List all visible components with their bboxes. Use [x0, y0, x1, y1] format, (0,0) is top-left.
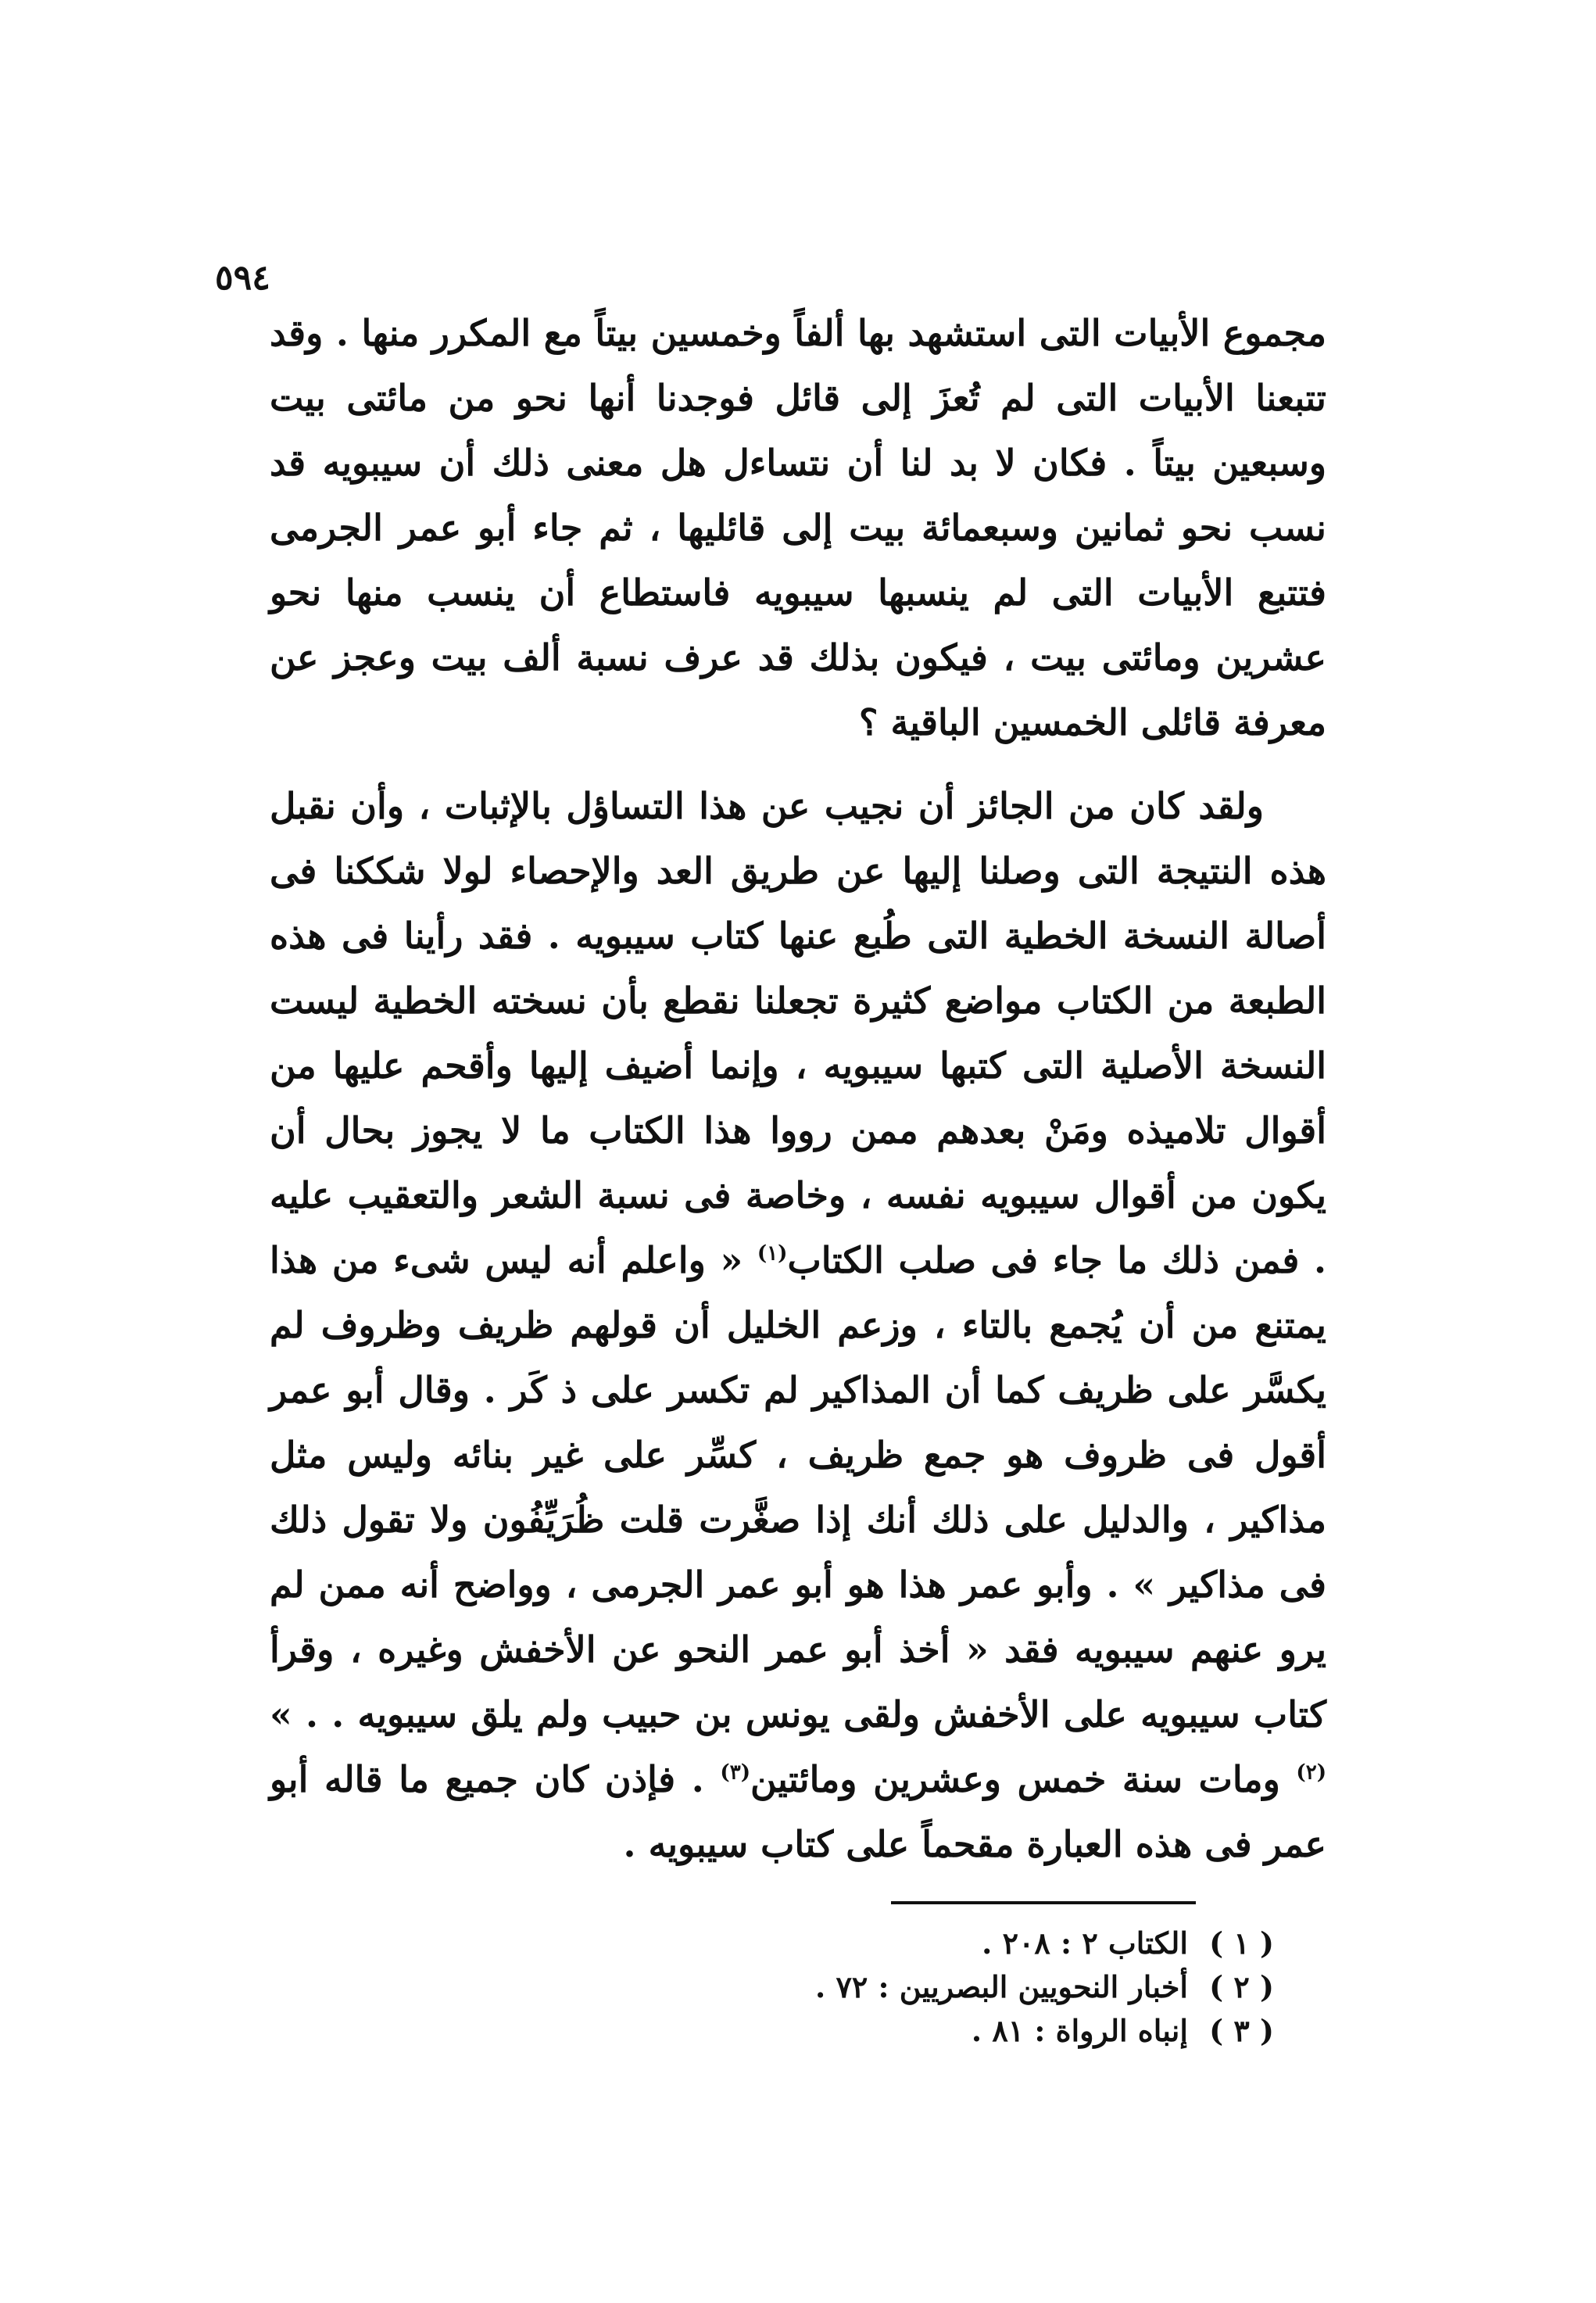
footnote-3-text: إنباه الرواة : ٨١ .: [971, 2013, 1188, 2048]
paragraph-1: مجموع الأبيات التى استشهد بها ألفاً وخمسين بيتاً مع المكرر منها . وقد تتبعنا الأبيات التى لم تُعزَ إلى قائل فوجدنا أنها نحو من مائتى بيت وسبعين بيتاً . فكان لا بد لنا أن نتساءل هل معنى ذلك أن سيبويه قد نسب نحو ثمانين وسبعمائة بيت إلى قائليها ، ثم جاء أبو عمر الجرمى فتتبع الأبيات التى لم ينسبها سيبويه فاستطاع أن ينسب منها نحو عشرين ومائتى بيت ، فيكون بذلك قد عرف نسبة ألف بيت وعجز عن معرفة قائلى الخمسين الباقية ؟: [270, 312, 1326, 743]
footnote-2-label: ( ٢ ): [1209, 1969, 1274, 2004]
footnote-mark-3: (٣): [720, 1760, 751, 1785]
footnote-3: [782, 2009, 1282, 2053]
paragraph-2: [270, 774, 1326, 1877]
footnote-mark-1: (١): [757, 1241, 788, 1266]
paragraph-2-text-d: . فإذن كان جميع ما قاله أبو عمر فى هذه العبارة مقحماً على كتاب سيبويه .: [270, 1758, 1326, 1865]
footnote-mark-2: (٢): [1296, 1760, 1326, 1785]
footnote-3-label: ( ٣ ): [1209, 2013, 1274, 2048]
paragraph-2-block: [270, 774, 1326, 1877]
footnote-divider: [891, 1901, 1196, 1904]
footnote-2-text: أخبار النحويين البصريين : ٧٢ .: [814, 1969, 1188, 2004]
paragraph-2-text-c: ومات سنة خمس وعشرين ومائتين: [750, 1758, 1297, 1800]
paragraph-1-block: [270, 301, 1326, 755]
paragraph-2-text-a: ولقد كان من الجائز أن نجيب عن هذا التساؤل بالإثبات ، وأن نقبل هذه النتيجة التى وصلنا إليها عن طريق العد والإحصاء لولا شككنا فى أصالة النسخة الخطية التى طُبع عنها كتاب سيبويه . فقد رأينا فى هذه الطبعة من الكتاب مواضع كثيرة تجعلنا نقطع بأن نسخته الخطية ليست النسخة الأصلية التى كتبها سيبويه ، وإنما أضيف إليها وأقحم عليها من أقوال تلاميذه ومَنْ بعدهم ممن رووا هذا الكتاب ما لا يجوز بحال أن يكون من أقوال سيبويه نفسه ، وخاصة فى نسبة الشعر والتعقيب عليه . فمن ذلك ما جاء فى صلب الكتاب: [270, 785, 1326, 1281]
footnotes: [782, 1922, 1282, 2053]
footnote-1-text: الكتاب ٢ : ٢٠٨ .: [982, 1925, 1188, 1961]
paragraph-2-text-b: « واعلم أنه ليس شىء من هذا يمتنع من أن يُجمع بالتاء ، وزعم الخليل أن قولهم ظريف وظروف لم يكسَّر على ظريف كما أن المذاكير لم تكسر على ذ كَر . وقال أبو عمر أقول فى ظروف هو جمع ظريف ، كسِّر على غير بنائه وليس مثل مذاكير ، والدليل على ذلك أنك إذا صغَّرت قلت ظُرَيِّفُون ولا تقول ذلك فى مذاكير » . وأبو عمر هذا هو أبو عمر الجرمى ، وواضح أنه ممن لم يرو عنهم سيبويه فقد « أخذ أبو عمر النحو عن الأخفش وغيره ، وقرأ كتاب سيبويه على الأخفش ولقى يونس بن حبيب ولم يلق سيبويه . . »: [270, 1239, 1326, 1735]
footnote-1: [782, 1922, 1282, 1965]
page-number: ٥٩٤: [215, 258, 270, 298]
footnote-2: [782, 1965, 1282, 2009]
footnote-1-label: ( ١ ): [1209, 1925, 1274, 1961]
